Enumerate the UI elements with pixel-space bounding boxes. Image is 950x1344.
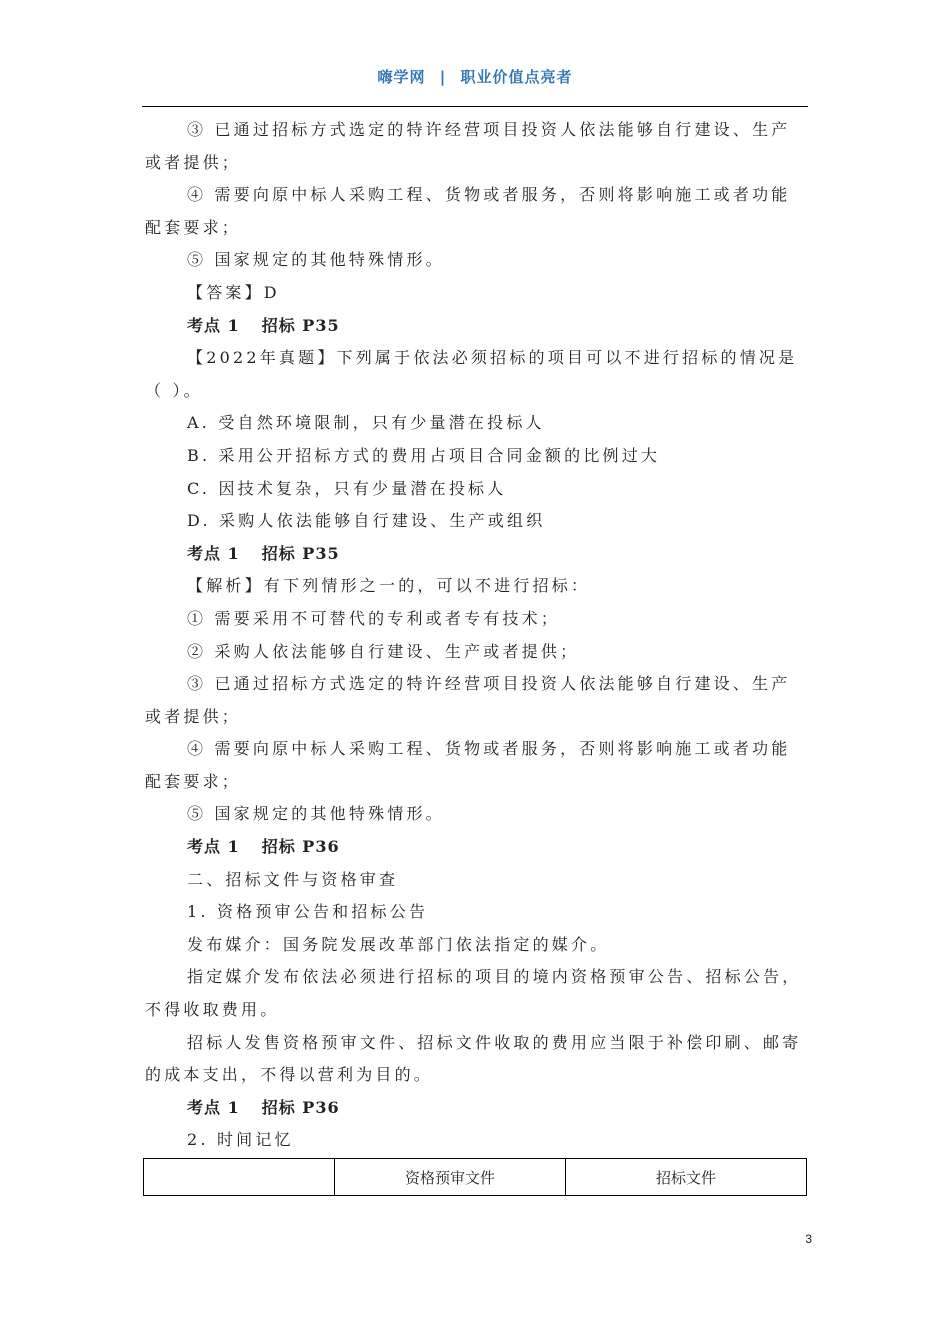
kaodian-label: 考点 1 [187,315,240,335]
question-stem: 【2022年真题】下列属于依法必须招标的项目可以不进行招标的情况是（ ）。 [145,348,798,400]
table-header-cell: 招标文件 [566,1159,807,1196]
kaodian-label: 考点 1 [187,1097,240,1117]
header-separator: | [439,68,447,86]
kaodian-heading [145,831,808,864]
paragraph: ⑤ 国家规定的其他特殊情形。 [187,804,445,824]
kaodian-topic: 招标 P36 [261,837,340,857]
option-b: B. 采用公开招标方式的费用占项目合同金额的比例过大 [187,445,661,465]
time-table [143,1158,807,1196]
document-body [145,114,808,1157]
option-d: D. 采购人依法能够自行建设、生产或组织 [187,511,546,531]
paragraph: 发布媒介：国务院发展改革部门依法指定的媒介。 [187,934,610,954]
kaodian-topic: 招标 P35 [261,543,340,563]
paragraph: ③ 已通过招标方式选定的特许经营项目投资人依法能够自行建设、生产或者提供； [145,120,791,172]
page-number: 3 [805,1232,812,1246]
kaodian-topic: 招标 P36 [261,1097,340,1117]
paragraph: ⑤ 国家规定的其他特殊情形。 [187,250,445,270]
page-header [0,66,950,87]
kaodian-heading [145,310,808,343]
answer-line: 【答案】D [187,282,280,302]
header-slogan: 职业价值点亮者 [460,68,573,86]
header-site-name: 嗨学网 [377,68,426,86]
option-c: C. 因技术复杂，只有少量潜在投标人 [187,478,507,498]
kaodian-label: 考点 1 [187,837,240,857]
analysis-line: 【解析】有下列情形之一的，可以不进行招标： [187,576,591,596]
kaodian-heading [145,538,808,571]
kaodian-topic: 招标 P35 [261,315,340,335]
paragraph: ③ 已通过招标方式选定的特许经营项目投资人依法能够自行建设、生产或者提供； [145,674,791,726]
header-rule [142,106,808,107]
paragraph: 指定媒介发布依法必须进行招标的项目的境内资格预审公告、招标公告，不得收取费用。 [145,967,802,1020]
subsection-heading: 1. 资格预审公告和招标公告 [187,902,429,922]
table-header-cell [144,1159,335,1196]
subsection-heading: 2. 时间记忆 [187,1130,294,1150]
option-a: A. 受自然环境限制，只有少量潜在投标人 [187,413,545,433]
paragraph: ④ 需要向原中标人采购工程、货物或者服务，否则将影响施工或者功能配套要求； [145,739,791,791]
paragraph: ① 需要采用不可替代的专利或者专有技术； [187,608,561,628]
table-header-cell: 资格预审文件 [335,1159,566,1196]
paragraph: ④ 需要向原中标人采购工程、货物或者服务，否则将影响施工或者功能配套要求； [145,185,791,237]
table-header-row [144,1159,807,1196]
kaodian-label: 考点 1 [187,543,240,563]
section-heading: 二、招标文件与资格审查 [187,869,399,889]
kaodian-heading [145,1092,808,1125]
paragraph: 招标人发售资格预审文件、招标文件收取的费用应当限于补偿印刷、邮寄的成本支出，不得以营利为目的。 [145,1032,802,1085]
paragraph: ② 采购人依法能够自行建设、生产或者提供； [187,641,580,661]
